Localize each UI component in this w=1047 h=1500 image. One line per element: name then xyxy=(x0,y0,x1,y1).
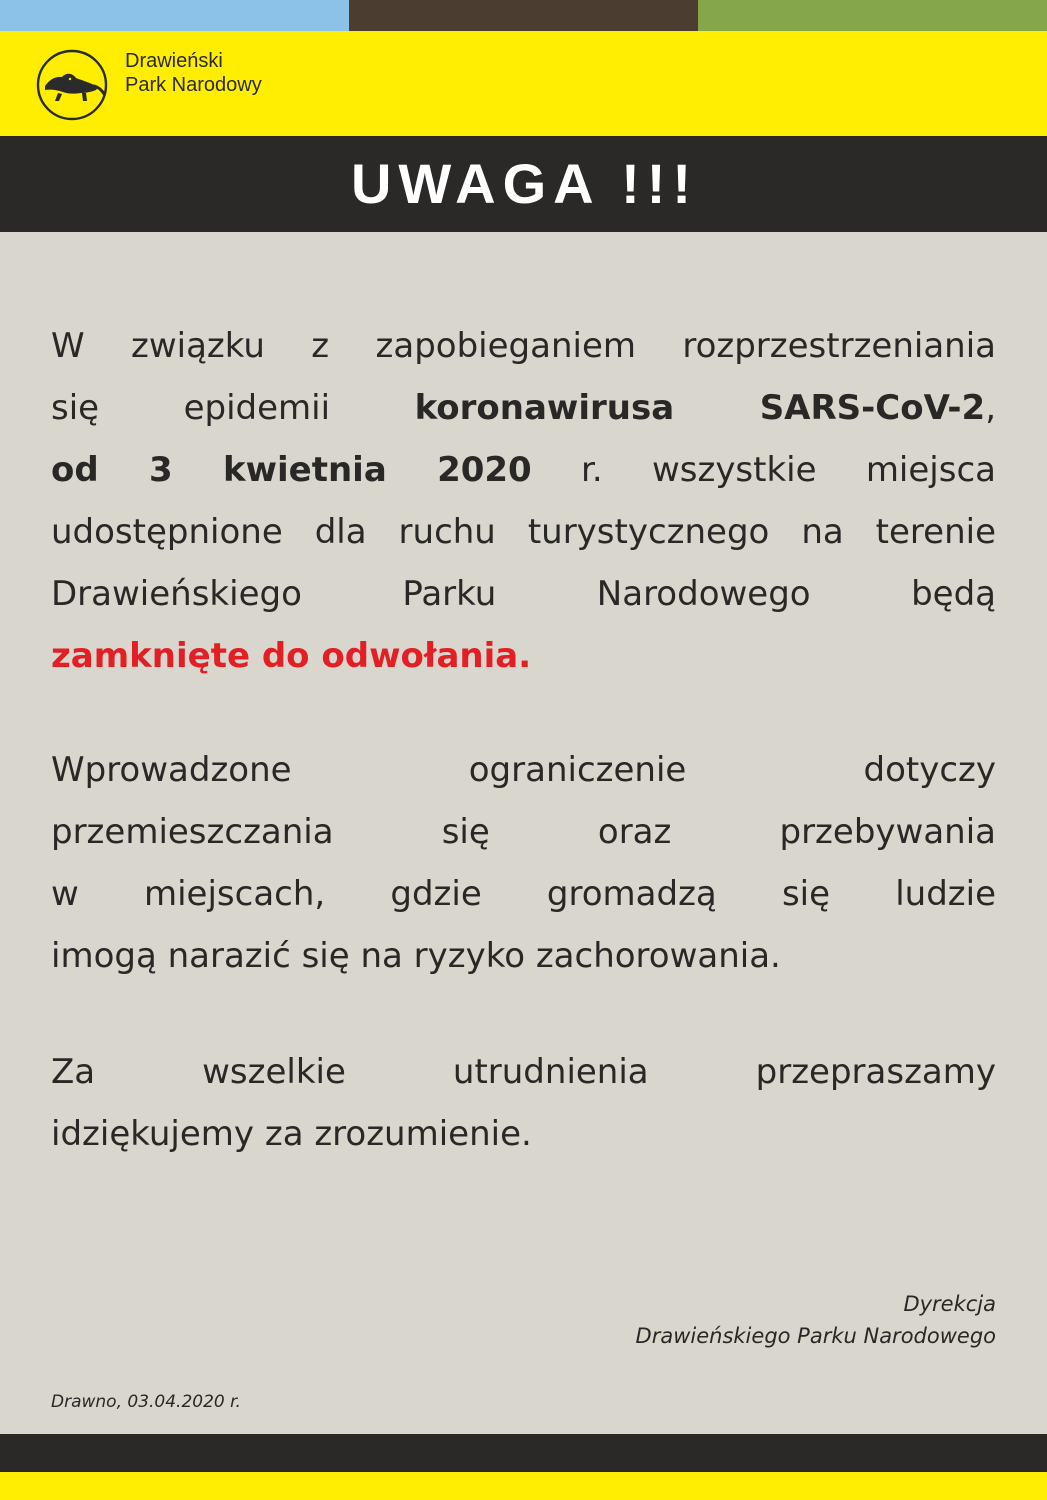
footer-yellow-band xyxy=(0,1472,1047,1500)
effective-date: od 3 kwietnia 2020 xyxy=(51,450,532,490)
text-line xyxy=(51,439,996,501)
place-and-date: Drawno, 03.04.2020 r. xyxy=(51,1392,241,1412)
stripe-blue xyxy=(0,0,349,31)
notice-body xyxy=(51,315,996,1165)
footer-dark-band xyxy=(0,1434,1047,1472)
logo-text-line1: Drawieński xyxy=(125,50,223,72)
header-band xyxy=(0,31,1047,136)
text-line: imogą narazić się na ryzyko zachorowania. xyxy=(51,936,781,976)
text-segment: , xyxy=(985,388,997,428)
paragraph-restriction xyxy=(51,739,996,987)
logo-text-line2: Park Narodowy xyxy=(125,74,262,96)
stripe-brown xyxy=(349,0,698,31)
signature-line2: Drawieńskiego Parku Narodowego xyxy=(635,1324,996,1348)
text-line: przemieszczania się oraz przebywania xyxy=(51,812,996,852)
logo-text xyxy=(125,49,262,97)
virus-name: koronawirusa SARS-CoV-2 xyxy=(414,388,986,428)
text-line: w miejscach, gdzie gromadzą się ludzie xyxy=(51,874,996,914)
text-line: Za wszelkie utrudnienia przepraszamy xyxy=(51,1052,996,1092)
text-line xyxy=(51,377,996,439)
text-line: Drawieńskiego Parku Narodowego będą xyxy=(51,574,996,614)
text-line: udostępnione dla ruchu turystycznego na terenie xyxy=(51,512,996,552)
text-line: idziękujemy za zrozumienie. xyxy=(51,1114,532,1154)
text-line: W związku z zapobieganiem rozprzestrzeniania xyxy=(51,326,996,366)
otter-icon xyxy=(36,49,108,121)
closure-highlight: zamknięte do odwołania. xyxy=(51,636,532,676)
title-band xyxy=(0,136,1047,232)
signature xyxy=(636,1288,996,1352)
paragraph-closure xyxy=(51,315,996,687)
paragraph-apology xyxy=(51,1041,996,1165)
text-segment: r. wszystkie miejsca xyxy=(531,450,996,490)
text-line: Wprowadzone ograniczenie dotyczy xyxy=(51,750,996,790)
top-color-stripes xyxy=(0,0,1047,31)
signature-line1: Dyrekcja xyxy=(903,1292,996,1316)
text-segment: się epidemii xyxy=(51,388,415,428)
stripe-green xyxy=(698,0,1047,31)
notice-title: UWAGA !!! xyxy=(350,152,699,215)
